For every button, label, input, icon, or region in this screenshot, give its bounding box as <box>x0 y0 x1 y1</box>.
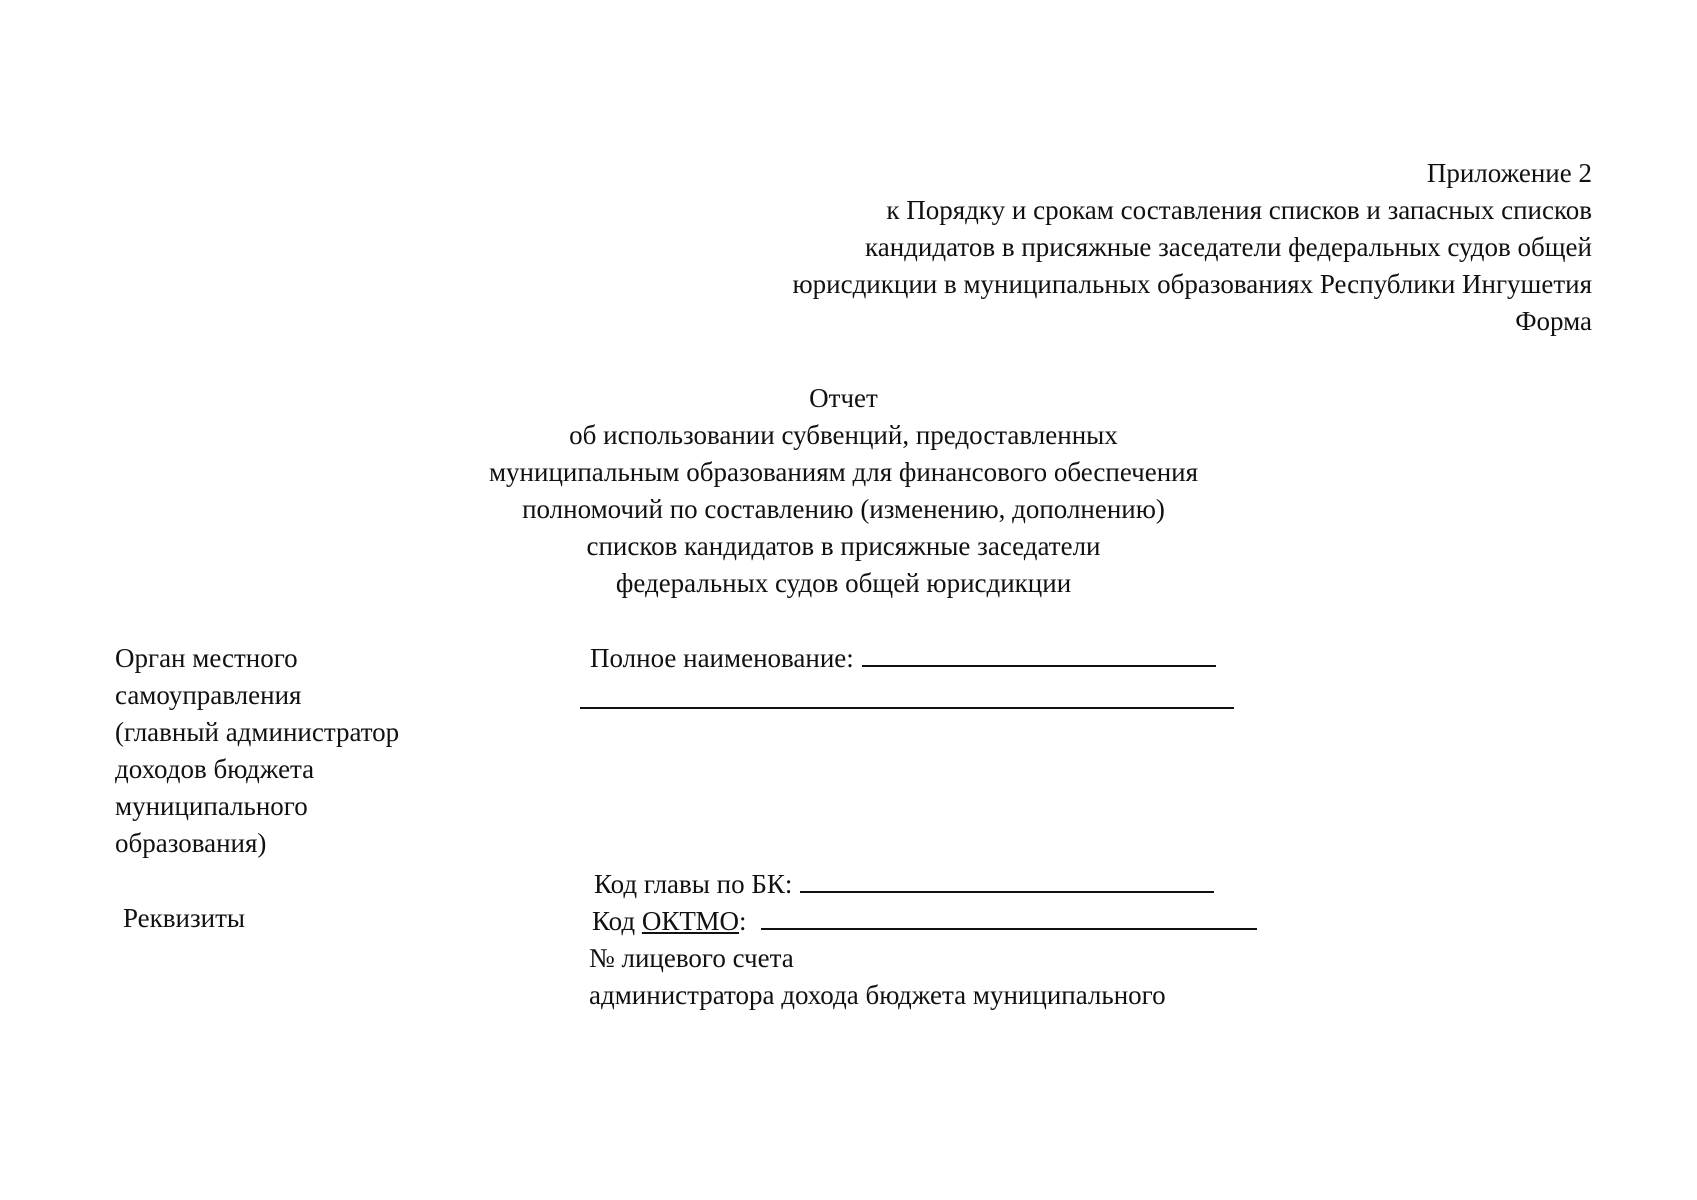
organ-label-line: образования) <box>115 828 267 858</box>
code-oktmo-colon: : <box>739 906 747 936</box>
full-name-label: Полное наименование: <box>590 643 854 673</box>
account-number-label-line: № лицевого счета <box>589 943 794 973</box>
report-subtitle-line: федеральных судов общей юрисдикции <box>615 568 1072 598</box>
report-title: Отчет <box>809 383 878 413</box>
report-subtitle-line: списков кандидатов в присяжные заседатели <box>586 531 1101 561</box>
code-bk-label: Код главы по БК: <box>594 869 793 899</box>
appendix-reference-line: к Порядку и срокам составления списков и запасных списков <box>886 195 1592 225</box>
organ-label-line: муниципального <box>115 791 308 821</box>
account-number-label-line: администратора дохода бюджета муниципального <box>589 980 1166 1010</box>
code-oktmo-prefix: Код <box>592 906 642 936</box>
appendix-reference-line: юрисдикции в муниципальных образованиях Республики Ингушетия <box>792 269 1592 299</box>
appendix-number: Приложение 2 <box>1426 158 1592 188</box>
organ-label-line: доходов бюджета <box>115 754 315 784</box>
full-name-blank-line <box>862 641 1216 667</box>
form-label: Форма <box>1515 306 1592 336</box>
report-title-block <box>0 380 1697 602</box>
full-name-continuation-line <box>580 707 1234 709</box>
organ-label-line: (главный администратор <box>115 717 400 747</box>
requisites-label: Реквизиты <box>123 903 246 933</box>
oktmo-link[interactable]: ОКТМО <box>641 906 740 936</box>
code-oktmo-blank-line <box>761 904 1257 930</box>
organ-label-line: Орган местного <box>115 643 298 673</box>
code-bk-blank-line <box>800 867 1214 893</box>
report-subtitle-line: полномочий по составлению (изменению, дополнению) <box>522 494 1165 524</box>
appendix-header <box>792 155 1592 340</box>
account-number-block <box>589 940 1166 1014</box>
report-subtitle-line: муниципальным образованиям для финансового обеспечения <box>488 457 1199 487</box>
full-name-field <box>590 640 1216 677</box>
appendix-reference-line: кандидатов в присяжные заседатели федеральных судов общей <box>865 232 1592 262</box>
organ-label-line: самоуправления <box>115 680 302 710</box>
organ-label <box>115 640 399 862</box>
report-subtitle-line: об использовании субвенций, предоставленных <box>569 420 1118 450</box>
code-bk-field <box>594 866 1214 903</box>
code-oktmo-field <box>592 903 1257 940</box>
